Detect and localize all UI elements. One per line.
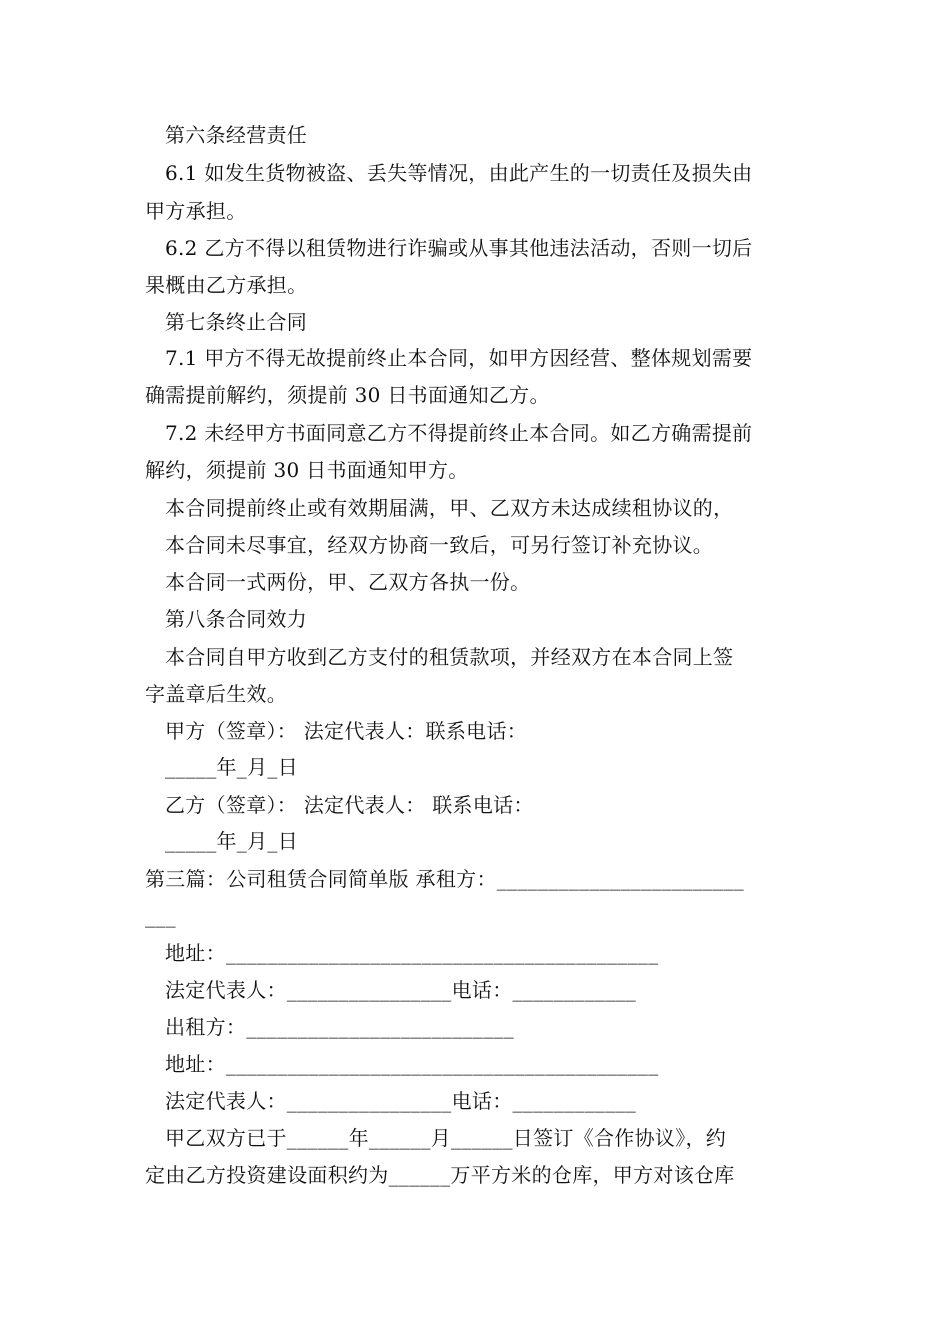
clause-7-2-line-2: 解约，须提前 30 日书面通知甲方。 (145, 458, 469, 482)
clause-6-2-line-2: 果概由乙方承担。 (145, 273, 308, 297)
lessor-address: 地址：__________________________________________ (165, 1052, 659, 1076)
party-b-signature: 乙方（签章）： 法定代表人： 联系电话： (165, 793, 534, 817)
clause-6-1-line-2: 甲方承担。 (145, 199, 247, 223)
lessee-representative: 法定代表人：________________电话：____________ (165, 978, 637, 1002)
agreement-paragraph-line-2: 定由乙方投资建设面积约为______万平方米的仓库，甲方对该仓库 (145, 1163, 735, 1187)
supplement-paragraph: 本合同未尽事宜，经双方协商一致后，可另行签订补充协议。 (165, 533, 714, 557)
clause-6-2-line-1: 6.2 乙方不得以租赁物进行诈骗或从事其他违法活动，否则一切后 (165, 236, 753, 260)
copies-paragraph: 本合同一式两份，甲、乙双方各执一份。 (165, 570, 531, 594)
party-a-date: _____年_月_日 (165, 755, 298, 779)
article-7-heading: 第七条终止合同 (165, 310, 308, 334)
agreement-paragraph-line-1: 甲乙双方已于______年______月______日签订《合作协议》，约 (165, 1126, 727, 1150)
clause-7-1-line-2: 确需提前解约，须提前 30 日书面通知乙方。 (145, 383, 550, 407)
part-three-title: 第三篇：公司租赁合同简单版 承租方：________________________ (145, 867, 744, 891)
article-8-heading: 第八条合同效力 (165, 607, 308, 631)
effectiveness-line-2: 字盖章后生效。 (145, 682, 288, 706)
article-6-heading: 第六条经营责任 (165, 123, 308, 147)
lessor-representative: 法定代表人：________________电话：____________ (165, 1089, 637, 1113)
termination-paragraph: 本合同提前终止或有效期届满，甲、乙双方未达成续租协议的， (165, 496, 734, 520)
part-three-title-overflow: ___ (145, 904, 176, 928)
clause-6-1-line-1: 6.1 如发生货物被盗、丢失等情况，由此产生的一切责任及损失由 (165, 161, 753, 185)
clause-7-2-line-1: 7.2 未经甲方书面同意乙方不得提前终止本合同。如乙方确需提前 (165, 421, 753, 445)
party-a-signature: 甲方（签章）： 法定代表人：联系电话： (165, 719, 528, 743)
clause-7-1-line-1: 7.1 甲方不得无故提前终止本合同，如甲方因经营、整体规划需要 (165, 346, 753, 370)
lessor-field: 出租方：__________________________ (165, 1015, 514, 1039)
lessee-address: 地址：__________________________________________ (165, 941, 659, 965)
party-b-date: _____年_月_日 (165, 829, 298, 853)
effectiveness-line-1: 本合同自甲方收到乙方支付的租赁款项，并经双方在本合同上签 (165, 645, 734, 669)
